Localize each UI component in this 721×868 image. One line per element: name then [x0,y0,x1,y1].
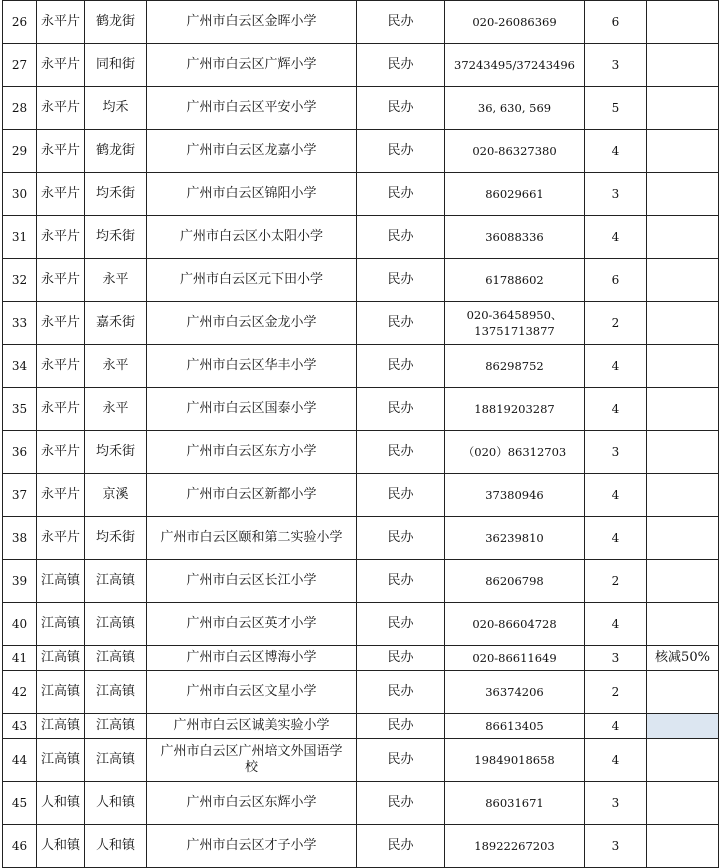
row-number-cell: 45 [3,782,37,825]
street-cell: 同和街 [85,44,147,87]
note-cell [647,517,719,560]
area-cell: 永平片 [37,173,85,216]
note-cell [647,345,719,388]
street-cell: 均禾街 [85,216,147,259]
note-cell [647,603,719,646]
school-name-cell: 广州市白云区国泰小学 [147,388,357,431]
table-row [3,517,719,560]
count-cell: 2 [585,302,647,345]
school-type-cell: 民办 [357,646,445,671]
school-type-cell: 民办 [357,603,445,646]
row-number-cell: 34 [3,345,37,388]
school-name-cell: 广州市白云区长江小学 [147,560,357,603]
area-cell: 永平片 [37,474,85,517]
row-number-cell: 41 [3,646,37,671]
school-type-cell: 民办 [357,388,445,431]
count-cell: 4 [585,388,647,431]
count-cell: 4 [585,714,647,739]
count-cell: 4 [585,130,647,173]
phone-cell: （020）86312703 [445,431,585,474]
row-number-cell: 28 [3,87,37,130]
phone-cell: 18922267203 [445,825,585,868]
count-cell: 6 [585,1,647,44]
school-name-cell: 广州市白云区平安小学 [147,87,357,130]
table-row [3,714,719,739]
street-cell: 江高镇 [85,739,147,782]
school-type-cell: 民办 [357,825,445,868]
row-number-cell: 32 [3,259,37,302]
school-name-cell: 广州市白云区金龙小学 [147,302,357,345]
phone-cell: 36239810 [445,517,585,560]
count-cell: 4 [585,216,647,259]
phone-cell: 19849018658 [445,739,585,782]
area-cell: 永平片 [37,130,85,173]
school-name-cell: 广州市白云区小太阳小学 [147,216,357,259]
school-type-cell: 民办 [357,44,445,87]
area-cell: 永平片 [37,517,85,560]
school-name-cell: 广州市白云区诚美实验小学 [147,714,357,739]
street-cell: 江高镇 [85,671,147,714]
school-name-cell: 广州市白云区元下田小学 [147,259,357,302]
school-name-cell: 广州市白云区金晖小学 [147,1,357,44]
phone-cell: 020-86604728 [445,603,585,646]
table-row [3,130,719,173]
table-row [3,431,719,474]
phone-cell: 86029661 [445,173,585,216]
row-number-cell: 39 [3,560,37,603]
area-cell: 永平片 [37,431,85,474]
table-row [3,603,719,646]
row-number-cell: 43 [3,714,37,739]
row-number-cell: 44 [3,739,37,782]
street-cell: 鹤龙街 [85,130,147,173]
note-cell [647,431,719,474]
count-cell: 3 [585,431,647,474]
phone-cell: 86298752 [445,345,585,388]
row-number-cell: 42 [3,671,37,714]
phone-cell: 86206798 [445,560,585,603]
school-type-cell: 民办 [357,259,445,302]
area-cell: 江高镇 [37,560,85,603]
row-number-cell: 35 [3,388,37,431]
street-cell: 均禾街 [85,431,147,474]
count-cell: 3 [585,782,647,825]
street-cell: 人和镇 [85,825,147,868]
note-cell [647,739,719,782]
school-name-cell: 广州市白云区英才小学 [147,603,357,646]
school-type-cell: 民办 [357,302,445,345]
row-number-cell: 31 [3,216,37,259]
school-name-cell: 广州市白云区才子小学 [147,825,357,868]
note-cell [647,388,719,431]
table-row [3,302,719,345]
note-cell [647,302,719,345]
row-number-cell: 46 [3,825,37,868]
area-cell: 永平片 [37,87,85,130]
phone-cell: 86613405 [445,714,585,739]
count-cell: 4 [585,603,647,646]
row-number-cell: 40 [3,603,37,646]
note-cell [647,173,719,216]
phone-cell: 37380946 [445,474,585,517]
school-type-cell: 民办 [357,87,445,130]
street-cell: 江高镇 [85,603,147,646]
row-number-cell: 30 [3,173,37,216]
table-row [3,739,719,782]
street-cell: 永平 [85,388,147,431]
school-type-cell: 民办 [357,173,445,216]
row-number-cell: 27 [3,44,37,87]
school-type-cell: 民办 [357,431,445,474]
school-name-cell: 广州市白云区东辉小学 [147,782,357,825]
street-cell: 均禾 [85,87,147,130]
school-name-cell: 广州市白云区新都小学 [147,474,357,517]
phone-cell: 18819203287 [445,388,585,431]
note-cell [647,714,719,739]
area-cell: 人和镇 [37,825,85,868]
count-cell: 2 [585,671,647,714]
school-type-cell: 民办 [357,739,445,782]
row-number-cell: 33 [3,302,37,345]
note-cell [647,560,719,603]
street-cell: 江高镇 [85,714,147,739]
school-type-cell: 民办 [357,560,445,603]
phone-cell: 37243495/37243496 [445,44,585,87]
area-cell: 江高镇 [37,671,85,714]
note-cell [647,825,719,868]
school-name-cell: 广州市白云区东方小学 [147,431,357,474]
school-name-cell: 广州市白云区龙嘉小学 [147,130,357,173]
phone-cell: 61788602 [445,259,585,302]
count-cell: 6 [585,259,647,302]
area-cell: 永平片 [37,216,85,259]
school-name-cell-line: 广州市白云区广州培文外国语学 [160,744,343,759]
table-row [3,259,719,302]
phone-cell: 020-86611649 [445,646,585,671]
area-cell: 永平片 [37,302,85,345]
school-type-cell: 民办 [357,474,445,517]
phone-cell: 86031671 [445,782,585,825]
table-row [3,44,719,87]
school-type-cell: 民办 [357,345,445,388]
row-number-cell: 29 [3,130,37,173]
area-cell: 江高镇 [37,739,85,782]
table-row [3,1,719,44]
row-number-cell: 37 [3,474,37,517]
note-cell [647,87,719,130]
table-row [3,474,719,517]
table-row [3,388,719,431]
phone-cell: 36374206 [445,671,585,714]
school-name-cell [147,739,357,782]
count-cell: 3 [585,173,647,216]
school-name-cell: 广州市白云区锦阳小学 [147,173,357,216]
school-type-cell: 民办 [357,130,445,173]
street-cell: 人和镇 [85,782,147,825]
note-cell [647,130,719,173]
count-cell: 3 [585,825,647,868]
area-cell: 江高镇 [37,714,85,739]
note-cell [647,1,719,44]
row-number-cell: 26 [3,1,37,44]
table-row [3,560,719,603]
school-type-cell: 民办 [357,671,445,714]
count-cell: 4 [585,739,647,782]
school-type-cell: 民办 [357,1,445,44]
table-row [3,671,719,714]
phone-cell: 020-26086369 [445,1,585,44]
phone-cell [445,302,585,345]
note-cell [647,44,719,87]
school-name-cell: 广州市白云区文星小学 [147,671,357,714]
phone-cell-line: 020-36458950、 [466,308,563,322]
area-cell: 江高镇 [37,646,85,671]
school-name-cell: 广州市白云区广辉小学 [147,44,357,87]
school-table [2,0,719,868]
school-name-cell: 广州市白云区华丰小学 [147,345,357,388]
count-cell: 4 [585,517,647,560]
table-row [3,216,719,259]
street-cell: 嘉禾街 [85,302,147,345]
table-row [3,87,719,130]
area-cell: 永平片 [37,259,85,302]
table-row [3,825,719,868]
note-cell [647,259,719,302]
note-cell: 核减50% [647,646,719,671]
count-cell: 4 [585,345,647,388]
school-type-cell: 民办 [357,517,445,560]
table-row [3,782,719,825]
street-cell: 鹤龙街 [85,1,147,44]
school-type-cell: 民办 [357,216,445,259]
table-row [3,173,719,216]
count-cell: 5 [585,87,647,130]
table-row [3,646,719,671]
street-cell: 均禾街 [85,517,147,560]
street-cell: 京溪 [85,474,147,517]
row-number-cell: 36 [3,431,37,474]
count-cell: 4 [585,474,647,517]
area-cell: 江高镇 [37,603,85,646]
area-cell: 永平片 [37,388,85,431]
area-cell: 人和镇 [37,782,85,825]
count-cell: 3 [585,646,647,671]
area-cell: 永平片 [37,1,85,44]
phone-cell: 36, 630, 569 [445,87,585,130]
row-number-cell: 38 [3,517,37,560]
school-name-cell: 广州市白云区博海小学 [147,646,357,671]
school-name-cell: 广州市白云区颐和第二实验小学 [147,517,357,560]
street-cell: 江高镇 [85,646,147,671]
count-cell: 2 [585,560,647,603]
school-type-cell: 民办 [357,714,445,739]
street-cell: 永平 [85,345,147,388]
street-cell: 均禾街 [85,173,147,216]
street-cell: 永平 [85,259,147,302]
table-row [3,345,719,388]
note-cell [647,671,719,714]
area-cell: 永平片 [37,345,85,388]
phone-cell-line: 13751713877 [474,324,555,338]
note-cell [647,782,719,825]
school-name-cell-line: 校 [244,760,258,775]
school-type-cell: 民办 [357,782,445,825]
count-cell: 3 [585,44,647,87]
area-cell: 永平片 [37,44,85,87]
phone-cell: 020-86327380 [445,130,585,173]
street-cell: 江高镇 [85,560,147,603]
phone-cell: 36088336 [445,216,585,259]
note-cell [647,216,719,259]
note-cell [647,474,719,517]
